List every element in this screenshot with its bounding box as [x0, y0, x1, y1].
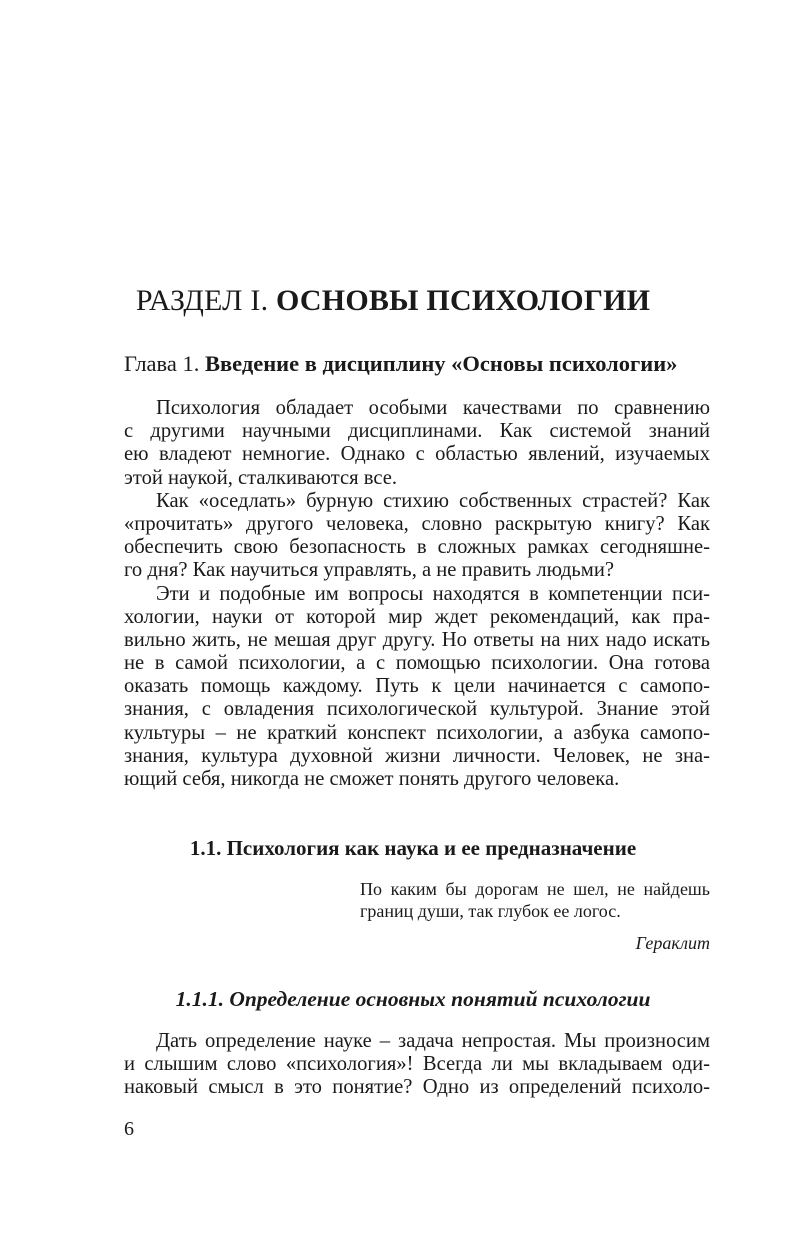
text-line: и слышим слово «психология»! Всегда ли мы вкладываем оди- [124, 1053, 710, 1076]
text-line: не в самой психологии, а с помощью психологии. Она готова [124, 652, 710, 675]
text-line: этой наукой, сталкиваются все. [124, 466, 398, 489]
section-prefix: РАЗДЕЛ I. [135, 284, 277, 317]
section-title [0, 284, 786, 318]
body-text [124, 1030, 710, 1100]
text-line: хологии, науки от которой мир ждет рекомендаций, как пра- [124, 605, 710, 628]
text-line: вильно жить, не мешая друг другу. Но ответы на них надо искать [124, 628, 710, 651]
text-line: Эти и подобные им вопросы находятся в компетенции пси- [156, 582, 710, 605]
chapter-title [124, 351, 714, 377]
text-line: ею владеют немногие. Однако с областью явлений, изучаемых [124, 443, 710, 466]
text-line: Как «оседлать» бурную стихию собственных страстей? Как [156, 489, 710, 512]
text-line: с другими научными дисциплинами. Как системой знаний [124, 420, 710, 443]
text-line: обеспечить свою безопасность в сложных рамках сегодняшне- [124, 536, 710, 559]
text-line: го дня? Как научиться управлять, а не править людьми? [124, 559, 615, 582]
epigraph-author: Гераклит [635, 933, 710, 953]
epigraph [360, 878, 710, 922]
text-line: знания, культура духовной жизни личности. Человек, не зна- [124, 744, 710, 767]
text-line: «прочитать» другого человека, словно раскрытую книгу? Как [124, 512, 710, 535]
page-number: 6 [124, 1118, 134, 1140]
section-name: ОСНОВЫ ПСИХОЛОГИИ [276, 284, 651, 317]
epigraph-line: По каким бы дорогам не шел, не найдешь [360, 879, 710, 899]
epigraph-line: границ души, так глубок ее логос. [360, 901, 621, 921]
text-line: знания, с овладения психологической культурой. Знание этой [124, 698, 710, 721]
text-line: оказать помощь каждому. Путь к цели начинается с самопо- [124, 675, 710, 698]
text-line: культуры – не краткий конспект психологии, а азбука самопо- [124, 721, 710, 744]
subsection-heading: 1.1. Психология как наука и ее предназначение [189, 836, 637, 860]
text-line: наковый смысл в это понятие? Одно из определений психоло- [124, 1076, 710, 1099]
text-line: ющий себя, никогда не сможет понять другого человека. [124, 768, 620, 790]
text-line: Дать определение науке – задача непростая. Мы произносим [156, 1030, 710, 1052]
text-line: Психология обладает особыми качествами по сравнению [156, 397, 710, 419]
subsubsection-heading: 1.1.1. Определение основных понятий психологии [175, 987, 651, 1011]
chapter-name: Введение в дисциплину «Основы психологии» [204, 351, 678, 376]
chapter-prefix: Глава 1. [124, 351, 205, 376]
intro-text [124, 397, 710, 791]
